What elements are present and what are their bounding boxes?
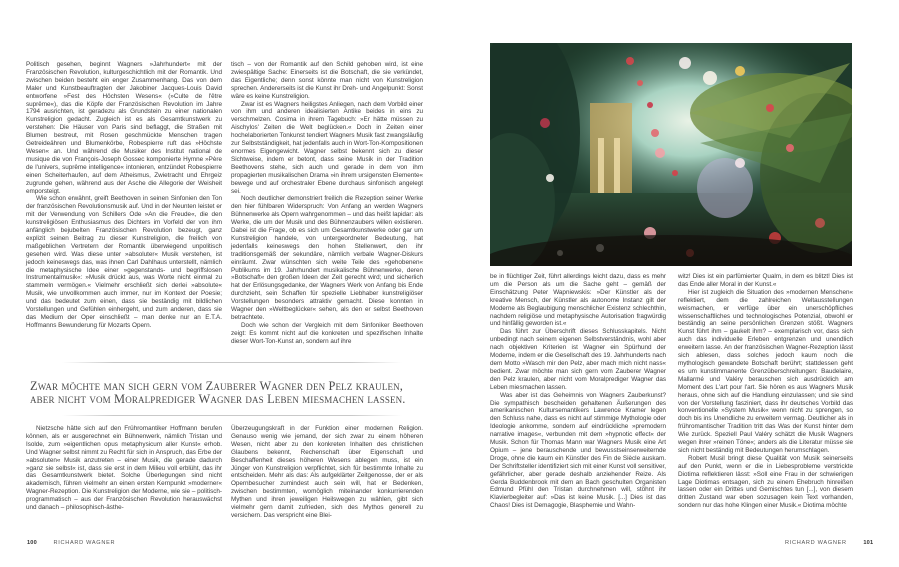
divider-top <box>62 362 402 363</box>
painting-image <box>490 43 852 266</box>
page-number: 101 <box>863 540 874 546</box>
pull-quote-line-2: aber nicht vom Moralprediger Wagner das Leben miesmachen lassen. <box>30 392 406 407</box>
garden-painting-illustration <box>490 43 852 266</box>
paragraph: Noch deutlicher demonstriert freilich die Rezeption seiner Werke den hier fühlbaren Widerspruch: Von Anfang an werden Wagners Bühnenwerke als Opern wahrgenommen – und das heißt lapidar: als Werke, die um der Musik und des Bühnenzaubers willen existieren. Dabei ist die Frage, ob es sich um Gesamtkunstwerke oder gar um Kunstreligion handele, von untergeordneter Bedeutung, hat jedenfalls keineswegs den hohen Stellenwert, den ihr traditionsgemäß der sekundäre, nämlich verbale Wagner-Diskurs einräumt. Zwar wünschten sich weite Teile des »gehobenen« Publikums im 19. Jahrhundert musikalische Bühnenwerke, deren »Botschaft« den großen Ideen der Zeit gerecht wird; und sicherlich hat der Erlösungsgedanke, der Wagners Werk von Anfang bis Ende durchzieht, sein Schaffen für spezielle Liebhaber kunstreligiöser Vorstellungen besonders attraktiv gemacht. Diese konnten in Wagner den »Weltbeglücker« sehen, als den er selbst Beethoven betrachtete. <box>231 195 423 321</box>
paragraph: tisch – von der Romantik auf den Schild gehoben wird, ist eine zwiespältige Sache: Einerseits ist die Botschaft, die sie verkündet, das Eigentliche; denn sonst könnte man nicht von Kunstreligion sprechen. Andererseits ist die Kunst ihr Dreh- und Angelpunkt: Sonst wäre es keine Kunstreligion. <box>231 61 423 100</box>
right-page <box>449 0 899 567</box>
paragraph: Überzeugungskraft in der Funktion einer modernen Religion. Genauso wenig wie jemand, der sich zwar zu einem höheren Wesen, nicht aber zu den konkreten Inhalten des christlichen Glaubens bekennt, Rechenschaft über Eigenschaft und Beschaffenheit dieses höheren Wesens ablegen muss, ist ein Jünger von Kunstreligion verpflichtet, sich für bestimmte Inhalte zu entscheiden. Mehr als das: Als aufgeklärter Zeitgenosse, der er als Opernbesucher zumindest auch sein will, hat er Bedenken, zwischen bestimmten, womöglich miteinander konkurrierenden Mythen und ihren jeweiligen Heilswegen zu wählen, gibt sich vielmehr gern damit zufrieden, sich des Mythos generell zu versichern. Das verspricht eine Blei- <box>231 425 423 519</box>
folio-right <box>785 540 873 546</box>
running-head: RICHARD WAGNER <box>785 540 847 546</box>
paragraph: Das führt zur Überschrift dieses Schlusskapitels. Nicht unbedingt nach seinem eigenen Selbstverständnis, wohl aber nach objektiven Kriterien ist Wagner ein Spürhund der Moderne, indem er die Gesellschaft des 19. Jahrhunderts nach dem Motto »Wasch mir den Pelz, aber mach mich nicht nass« bedient. Zwar möchte man sich gern vom Zauberer Wagner den Pelz kraulen, aber nicht vom Moralprediger Wagner das Leben miesmachen lassen. <box>490 328 666 391</box>
left-lower-column-2 <box>231 425 423 520</box>
right-column-1 <box>490 273 666 510</box>
running-head: RICHARD WAGNER <box>53 540 116 546</box>
paragraph: Robert Musil bringt diese Qualität von Musik seinerseits auf den Punkt, wenn er die in Liebesprobleme verstrickte Diotima reflektieren lässt: »Soll eine Frau in der schwierigen Lage Diotimas entsagen, sich zu einem Ehebruch hinreißen lassen oder ein Drittes und Gemischtes tun [...], von diesem dritten Zustand war eben sozusagen kein Text vorhanden, sondern nur das hohe Klingen einer Musik.« Diotima möchte <box>678 454 853 510</box>
left-upper-column-2 <box>231 61 423 346</box>
left-page <box>0 0 449 567</box>
paragraph: Politisch gesehen, beginnt Wagners »Jahrhundert« mit der Französischen Revolution, kulturgeschichtlich mit der Romantik. Und zwischen beiden besteht ein enger Zusammenhang. Das von dem Maler und Kunstbeauftragten der Jakobiner Jacques-Louis David entworfene »Fest des Höchsten Wesens« (»Culte de l'être suprême«), das die Köpfe der Französischen Revolution im Jahre 1794 ausrichten, ist geradezu als Grundstein zu einer nationalen Kunstreligion gedacht. Zugleich ist es als Gesamtkunstwerk zu verstehen: Die Häuser von Paris sind beflaggt, die Straßen mit Blumen bestreut, mit Rosen geschmückte Menschen tragen Getreideähren und Blumenkörbe, Robespierre ruft das »Höchste Wesen« an. Und während die Musiker des Institut national de musique die von François-Joseph Gossec komponierte Hymne »Père de l'univers, suprême intelligence« intonieren, entzündet Robespierre einen Scheiterhaufen, auf dem Atheismus, Zwietracht und Ehrgeiz zugrunde gehen, während aus der Asche die Allegorie der Weisheit emporsteigt. <box>26 61 222 195</box>
page-number: 100 <box>27 540 37 546</box>
paragraph: Was aber ist das Geheimnis von Wagners Zauberkunst? Die sympathisch bescheiden gehaltenen Äußerungen des amerikanischen Kultursemantikers Lawrence Kramer legen den Schluss nahe, dass es nicht auf stimmige Mythologie oder Ideologie ankomme, sondern auf eindrückliche »premodern narrative images«, verbunden mit dem »hypnotic effect« der Musik. Schon für Thomas Mann war Wagners Musik eine Art Opium – jene berauschende und bewusstseinserweiternde Droge, ohne die kaum ein Künstler des Fin de Siècle auskam. Der Schriftsteller identifiziert sich mit einer Kunst voll sensitiver, gefährlicher, aber gerade deshalb anziehender Reize. Als Gerda Buddenbrook mit dem an Bach geschulten Organisten Edmund Pfühl den Tristan durchnehmen will, stöhnt ihr Klavierbegleiter auf: »Das ist keine Musik. [...] Dies ist das Chaos! Dies ist Demagogie, Blasphemie und Wahn- <box>490 391 666 510</box>
paragraph: Zwar ist es Wagners heiligstes Anliegen, nach dem Vorbild einer von ihm und anderen idealisierten Antike beides in eins zu verschmelzen. Cosima in ihrem Tagebuch: »Er hätte müssen zu Aischylos' Zeiten die Welt beglücken.« Doch in Zeiten einer hochelaborierten Tonkunst tendiert Wagners Musik fast zwangsläufig zur Selbstständigkeit, hat jedenfalls auch in Wort-Ton-Kompositionen enormes Eigengewicht. Wagner selbst bekennt sich zu dieser Sichtweise, indem er betont, dass seine Musik in der Tradition Beethovens stehe, sich auch und gerade in dem von ihm propagierten musikalischen Drama »in ihrem ursigensten Elemente« bewege und auf orchestraler Ebene durchaus sinfonisch angelegt sei. <box>231 100 423 195</box>
paragraph: Doch wie schon der Vergleich mit dem Sinfoniker Beethoven zeigt: Es kommt nicht auf die konkreten und spezifischen Inhalte dieser Wort-Ton-Kunst an, sondern auf ihre <box>231 321 423 345</box>
paragraph: Nietzsche hätte sich auf den Frühromantiker Hoffmann berufen können, als er ausgerechnet ein Bühnenwerk, nämlich Tristan und Isolde, zum »eigentlichen opus metaphysicum aller Kunst« erhob. Und Wagner selbst nimmt zu Recht für sich in Anspruch, das Erbe der »absoluten« Musik anzutreten – einer Musik, die gerade dadurch »ganz sie selbst« ist, dass sie erst in dem Milieu voll erblüht, das ihr das Gesamtkunstwerk bietet. Solche Überlegungen sind nicht akademisch, führen vielmehr an einen ersten Kernpunkt »moderner« Wagner-Rezeption. Die Kunstreligion der Moderne, wie sie – politisch-programmatisch – aus der Französischen Revolution herauswächst und danach – philosophisch-ästhe- <box>26 425 222 512</box>
paragraph: be in flüchtiger Zeit, führt allerdings leicht dazu, dass es mehr um die Person als um die Sache geht – gemäß der Einschätzung Peter Wapniewskis: »Der Künstler als der kreative Mensch, der Künstler als autonome Instanz gilt der Moderne als Beglaubigung menschlicher Existenz schlechthin, nachdem religiöse und metaphysische Autorisation fragwürdig und hinfällig geworden ist.« <box>490 273 666 328</box>
pull-quote-line-1: Zwar möchte man sich gern vom Zauberer Wagner den Pelz kraulen, <box>30 379 404 393</box>
left-upper-column-1 <box>26 61 222 330</box>
right-column-2 <box>678 273 853 510</box>
folio-left <box>27 540 115 546</box>
paragraph: Hier ist zugleich die Situation des »modernen Menschen« reflektiert, dem die zahlreichen Weltausstellungen weismachen, er verfüge über ein unerschöpfliches wissenschaftliches und technologisches Potenzial, obwohl er beständig an seine persönlichen Grenzen stößt. Wagners Kunst führt ihm – gaukelt ihm? – exemplarisch vor, dass sich auch das individuelle Erleben entgrenzen und unendlich erweitern lasse. An der französischen Wagner-Rezeption lässt sich ablesen, dass solches jedoch kaum noch die mythologisch gewandete Botschaft berührt; stattdessen geht es um kunstimmanente Grenzüberschreitungen: Baudelaire, Mallarmé und Valéry berauschen sich ausdrücklich am Moment des L'art pour l'art. Sie hören es aus Wagners Musik heraus, ohne sich auf die Handlung einzulassen; und sie sind von der Vorstellung fasziniert, dass ihr deutsches Vorbild das konventionelle »System Musik« wenn nicht zu sprengen, so doch bis ins Unendliche zu erweitern vermag. Deutlicher als in frühromantischer Tradition tritt das Was der Kunst hinter dem Wie zurück. Speziell Paul Valéry schätzt die Musik Wagners wegen ihrer »reinen Töne«; anders als die Literatur müsse sie sich nicht beständig mit Bedeutungen herumschlagen. <box>678 288 853 454</box>
paragraph: witz! Dies ist ein parfümierter Qualm, in dem es blitzt! Dies ist das Ende aller Moral in der Kunst.« <box>678 273 853 288</box>
left-lower-column-1 <box>26 425 222 512</box>
pull-quote <box>30 380 440 407</box>
divider-bottom <box>62 415 402 416</box>
paragraph: Wie schon erwähnt, greift Beethoven in seinen Sinfonien den Ton der französischen Revolutionsmusik auf. Und in der Neunten leistet er mit der Verwendung von Schillers Ode »An die Freude«, die den kunstreligiösen Enthusiasmus des Dichters im Vorfeld der von ihm anfänglich bejubelten Französischen Revolution bezeugt, ganz explizit seinen Beitrag zu dieser Kunstreligion, die freilich von maßgeblichen Vertretern der Romantik überwiegend unpolitisch gesehen wird. Was diese unter »absoluter« Musik verstehen, ist jedoch keineswegs das, was ihnen Carl Dahlhaus unterstellt, nämlich die metaphysische Idee einer »gegenstands- und begriffslosen Instrumentalmusik«: »Musik drückt aus, was Worte nicht einmal zu stammeln vermögen.« Vielmehr erschließt sich derlei »absolute« Musik, wie unvollkommen auch immer, nur im Kontext der Poesie; und das bedeutet zum einen, dass sie beständig mit bildlichen Vorstellungen und Gefühlen einhergeht, und zum anderen, dass sie das Medium der Oper einschließt – man denke nur an E.T.A. Hoffmanns Bewunderung für Mozarts Opern. <box>26 195 222 329</box>
